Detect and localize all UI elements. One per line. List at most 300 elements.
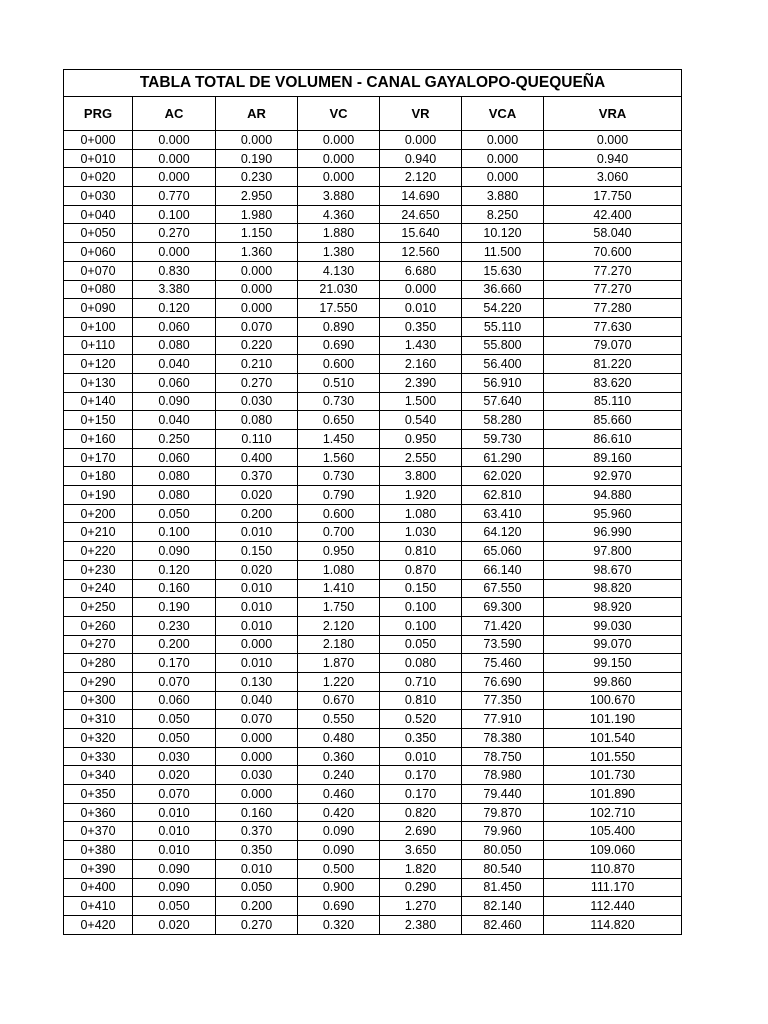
- cell-prg: 0+250: [64, 598, 133, 617]
- table-row: [64, 542, 682, 561]
- cell-ar: 0.070: [216, 317, 298, 336]
- cell-vc: 0.650: [298, 411, 380, 430]
- cell-ac: 0.040: [133, 355, 216, 374]
- cell-prg: 0+240: [64, 579, 133, 598]
- cell-ac: 0.120: [133, 560, 216, 579]
- header-row: [64, 97, 682, 131]
- cell-vc: 2.180: [298, 635, 380, 654]
- cell-vc: 1.450: [298, 430, 380, 449]
- table-row: [64, 616, 682, 635]
- column-header-vca: VCA: [462, 97, 544, 131]
- cell-ar: 1.360: [216, 243, 298, 262]
- cell-ar: 0.130: [216, 672, 298, 691]
- cell-ac: 0.160: [133, 579, 216, 598]
- cell-vc: 0.090: [298, 822, 380, 841]
- cell-ar: 0.010: [216, 523, 298, 542]
- table-row: [64, 654, 682, 673]
- cell-vra: 77.270: [544, 280, 682, 299]
- cell-vc: 1.560: [298, 448, 380, 467]
- table-row: [64, 504, 682, 523]
- cell-vca: 10.120: [462, 224, 544, 243]
- cell-vr: 1.080: [380, 504, 462, 523]
- cell-vra: 85.660: [544, 411, 682, 430]
- cell-ac: 0.000: [133, 168, 216, 187]
- cell-vca: 82.140: [462, 897, 544, 916]
- cell-ac: 0.250: [133, 430, 216, 449]
- cell-vca: 56.400: [462, 355, 544, 374]
- cell-vca: 59.730: [462, 430, 544, 449]
- cell-vc: 3.880: [298, 187, 380, 206]
- cell-vc: 17.550: [298, 299, 380, 318]
- cell-vra: 109.060: [544, 841, 682, 860]
- cell-vr: 3.800: [380, 467, 462, 486]
- cell-ac: 0.000: [133, 131, 216, 150]
- cell-vca: 78.750: [462, 747, 544, 766]
- cell-vr: 0.950: [380, 430, 462, 449]
- table-row: [64, 205, 682, 224]
- cell-ar: 0.350: [216, 841, 298, 860]
- cell-vr: 2.380: [380, 915, 462, 934]
- cell-vca: 77.910: [462, 710, 544, 729]
- cell-vc: 1.410: [298, 579, 380, 598]
- table-row: [64, 149, 682, 168]
- cell-prg: 0+360: [64, 803, 133, 822]
- column-header-vc: VC: [298, 97, 380, 131]
- cell-vc: 0.670: [298, 691, 380, 710]
- cell-vra: 98.820: [544, 579, 682, 598]
- cell-vra: 17.750: [544, 187, 682, 206]
- cell-vc: 0.730: [298, 467, 380, 486]
- table-row: [64, 317, 682, 336]
- cell-ar: 0.000: [216, 729, 298, 748]
- table-row: [64, 168, 682, 187]
- cell-prg: 0+350: [64, 785, 133, 804]
- cell-vr: 2.160: [380, 355, 462, 374]
- cell-prg: 0+150: [64, 411, 133, 430]
- cell-vra: 105.400: [544, 822, 682, 841]
- cell-vr: 0.000: [380, 280, 462, 299]
- cell-ac: 0.090: [133, 859, 216, 878]
- table-row: [64, 261, 682, 280]
- cell-ar: 0.270: [216, 373, 298, 392]
- cell-vca: 0.000: [462, 168, 544, 187]
- table-row: [64, 243, 682, 262]
- cell-vr: 0.870: [380, 560, 462, 579]
- cell-vra: 110.870: [544, 859, 682, 878]
- cell-prg: 0+080: [64, 280, 133, 299]
- cell-vca: 11.500: [462, 243, 544, 262]
- column-header-prg: PRG: [64, 97, 133, 131]
- cell-vc: 4.360: [298, 205, 380, 224]
- cell-vr: 0.170: [380, 785, 462, 804]
- cell-vca: 73.590: [462, 635, 544, 654]
- cell-prg: 0+040: [64, 205, 133, 224]
- cell-vc: 1.750: [298, 598, 380, 617]
- table-row: [64, 822, 682, 841]
- cell-vca: 15.630: [462, 261, 544, 280]
- cell-vca: 61.290: [462, 448, 544, 467]
- cell-ac: 0.010: [133, 841, 216, 860]
- column-header-vra: VRA: [544, 97, 682, 131]
- cell-vr: 24.650: [380, 205, 462, 224]
- cell-vc: 0.360: [298, 747, 380, 766]
- cell-vc: 2.120: [298, 616, 380, 635]
- cell-ar: 0.010: [216, 598, 298, 617]
- cell-ac: 0.000: [133, 243, 216, 262]
- volume-table: [63, 69, 682, 935]
- cell-vca: 8.250: [462, 205, 544, 224]
- cell-vc: 0.890: [298, 317, 380, 336]
- cell-vra: 96.990: [544, 523, 682, 542]
- table-row: [64, 598, 682, 617]
- cell-vra: 101.540: [544, 729, 682, 748]
- cell-ac: 0.010: [133, 822, 216, 841]
- title-row: [64, 70, 682, 97]
- cell-vca: 79.960: [462, 822, 544, 841]
- cell-ac: 0.060: [133, 691, 216, 710]
- table-row: [64, 579, 682, 598]
- cell-vr: 2.550: [380, 448, 462, 467]
- cell-ac: 0.070: [133, 672, 216, 691]
- cell-vr: 1.270: [380, 897, 462, 916]
- cell-vca: 54.220: [462, 299, 544, 318]
- cell-vr: 0.940: [380, 149, 462, 168]
- cell-ar: 0.210: [216, 355, 298, 374]
- table-row: [64, 747, 682, 766]
- cell-prg: 0+260: [64, 616, 133, 635]
- cell-vra: 77.630: [544, 317, 682, 336]
- cell-prg: 0+180: [64, 467, 133, 486]
- cell-vc: 1.870: [298, 654, 380, 673]
- cell-vra: 86.610: [544, 430, 682, 449]
- cell-ar: 0.000: [216, 747, 298, 766]
- cell-ac: 0.090: [133, 542, 216, 561]
- cell-vca: 77.350: [462, 691, 544, 710]
- table-body: [64, 131, 682, 935]
- cell-vca: 0.000: [462, 149, 544, 168]
- cell-vca: 75.460: [462, 654, 544, 673]
- table-row: [64, 392, 682, 411]
- cell-vra: 114.820: [544, 915, 682, 934]
- cell-vca: 67.550: [462, 579, 544, 598]
- cell-vra: 0.000: [544, 131, 682, 150]
- cell-ar: 0.150: [216, 542, 298, 561]
- cell-vc: 1.380: [298, 243, 380, 262]
- cell-vr: 0.100: [380, 616, 462, 635]
- cell-ar: 0.020: [216, 486, 298, 505]
- cell-vca: 3.880: [462, 187, 544, 206]
- cell-vr: 0.350: [380, 729, 462, 748]
- cell-vc: 0.600: [298, 355, 380, 374]
- cell-vra: 89.160: [544, 448, 682, 467]
- cell-vr: 0.010: [380, 747, 462, 766]
- table-row: [64, 299, 682, 318]
- cell-ac: 0.200: [133, 635, 216, 654]
- cell-prg: 0+370: [64, 822, 133, 841]
- cell-vca: 65.060: [462, 542, 544, 561]
- cell-ac: 0.830: [133, 261, 216, 280]
- cell-ar: 2.950: [216, 187, 298, 206]
- cell-prg: 0+330: [64, 747, 133, 766]
- table-row: [64, 224, 682, 243]
- cell-vra: 101.550: [544, 747, 682, 766]
- cell-vra: 81.220: [544, 355, 682, 374]
- cell-ar: 0.040: [216, 691, 298, 710]
- cell-vc: 0.090: [298, 841, 380, 860]
- table-row: [64, 710, 682, 729]
- cell-ac: 0.090: [133, 392, 216, 411]
- cell-vca: 62.020: [462, 467, 544, 486]
- cell-vr: 3.650: [380, 841, 462, 860]
- cell-vr: 1.430: [380, 336, 462, 355]
- cell-vca: 63.410: [462, 504, 544, 523]
- table-title: TABLA TOTAL DE VOLUMEN - CANAL GAYALOPO-QUEQUEÑA: [64, 70, 682, 97]
- cell-vca: 78.380: [462, 729, 544, 748]
- cell-vra: 99.070: [544, 635, 682, 654]
- cell-vc: 0.600: [298, 504, 380, 523]
- table-row: [64, 635, 682, 654]
- cell-ar: 0.370: [216, 467, 298, 486]
- cell-ac: 0.050: [133, 710, 216, 729]
- cell-prg: 0+020: [64, 168, 133, 187]
- cell-vra: 111.170: [544, 878, 682, 897]
- cell-ar: 0.020: [216, 560, 298, 579]
- cell-vra: 97.800: [544, 542, 682, 561]
- cell-ac: 0.070: [133, 785, 216, 804]
- cell-prg: 0+120: [64, 355, 133, 374]
- cell-vca: 56.910: [462, 373, 544, 392]
- cell-ar: 1.150: [216, 224, 298, 243]
- cell-vra: 79.070: [544, 336, 682, 355]
- cell-prg: 0+090: [64, 299, 133, 318]
- cell-vca: 81.450: [462, 878, 544, 897]
- cell-vr: 2.120: [380, 168, 462, 187]
- column-header-ac: AC: [133, 97, 216, 131]
- cell-vr: 0.710: [380, 672, 462, 691]
- cell-prg: 0+160: [64, 430, 133, 449]
- cell-vr: 0.010: [380, 299, 462, 318]
- cell-vca: 82.460: [462, 915, 544, 934]
- cell-vc: 0.510: [298, 373, 380, 392]
- cell-vr: 15.640: [380, 224, 462, 243]
- cell-ar: 0.000: [216, 131, 298, 150]
- cell-vca: 55.110: [462, 317, 544, 336]
- cell-vca: 69.300: [462, 598, 544, 617]
- cell-vra: 101.890: [544, 785, 682, 804]
- cell-vra: 100.670: [544, 691, 682, 710]
- cell-ar: 0.220: [216, 336, 298, 355]
- cell-vc: 0.700: [298, 523, 380, 542]
- cell-vc: 0.460: [298, 785, 380, 804]
- cell-vr: 0.520: [380, 710, 462, 729]
- table-row: [64, 448, 682, 467]
- cell-prg: 0+050: [64, 224, 133, 243]
- cell-vc: 0.950: [298, 542, 380, 561]
- table-row: [64, 766, 682, 785]
- cell-vc: 21.030: [298, 280, 380, 299]
- cell-vr: 0.050: [380, 635, 462, 654]
- cell-vr: 0.820: [380, 803, 462, 822]
- cell-ar: 0.000: [216, 261, 298, 280]
- cell-prg: 0+030: [64, 187, 133, 206]
- cell-vra: 0.940: [544, 149, 682, 168]
- cell-vr: 12.560: [380, 243, 462, 262]
- cell-prg: 0+130: [64, 373, 133, 392]
- cell-vr: 0.810: [380, 542, 462, 561]
- cell-ar: 0.230: [216, 168, 298, 187]
- cell-vca: 78.980: [462, 766, 544, 785]
- cell-vr: 1.500: [380, 392, 462, 411]
- cell-prg: 0+290: [64, 672, 133, 691]
- table-row: [64, 430, 682, 449]
- cell-vra: 77.280: [544, 299, 682, 318]
- cell-ar: 0.370: [216, 822, 298, 841]
- cell-ac: 0.170: [133, 654, 216, 673]
- cell-ac: 0.010: [133, 803, 216, 822]
- table-row: [64, 373, 682, 392]
- cell-ac: 0.050: [133, 897, 216, 916]
- cell-vc: 0.690: [298, 336, 380, 355]
- cell-vra: 85.110: [544, 392, 682, 411]
- table-row: [64, 560, 682, 579]
- cell-vra: 70.600: [544, 243, 682, 262]
- cell-ar: 0.270: [216, 915, 298, 934]
- cell-prg: 0+320: [64, 729, 133, 748]
- table-row: [64, 187, 682, 206]
- cell-vc: 0.000: [298, 131, 380, 150]
- cell-prg: 0+110: [64, 336, 133, 355]
- cell-prg: 0+010: [64, 149, 133, 168]
- cell-ar: 0.000: [216, 785, 298, 804]
- cell-prg: 0+200: [64, 504, 133, 523]
- cell-vra: 42.400: [544, 205, 682, 224]
- cell-vra: 98.670: [544, 560, 682, 579]
- cell-vr: 0.000: [380, 131, 462, 150]
- cell-vr: 14.690: [380, 187, 462, 206]
- cell-prg: 0+300: [64, 691, 133, 710]
- cell-vra: 92.970: [544, 467, 682, 486]
- cell-vr: 1.920: [380, 486, 462, 505]
- cell-vc: 1.880: [298, 224, 380, 243]
- cell-prg: 0+340: [64, 766, 133, 785]
- cell-ac: 0.080: [133, 486, 216, 505]
- cell-ar: 0.010: [216, 579, 298, 598]
- cell-prg: 0+000: [64, 131, 133, 150]
- cell-vc: 0.900: [298, 878, 380, 897]
- cell-ar: 0.190: [216, 149, 298, 168]
- cell-prg: 0+190: [64, 486, 133, 505]
- cell-ac: 0.050: [133, 729, 216, 748]
- cell-vca: 0.000: [462, 131, 544, 150]
- cell-vca: 58.280: [462, 411, 544, 430]
- cell-ar: 0.030: [216, 766, 298, 785]
- table-row: [64, 131, 682, 150]
- cell-ac: 0.040: [133, 411, 216, 430]
- cell-ac: 0.050: [133, 504, 216, 523]
- cell-vr: 0.100: [380, 598, 462, 617]
- cell-prg: 0+100: [64, 317, 133, 336]
- cell-vra: 98.920: [544, 598, 682, 617]
- cell-ac: 0.100: [133, 523, 216, 542]
- cell-ar: 0.080: [216, 411, 298, 430]
- cell-ac: 0.090: [133, 878, 216, 897]
- cell-ac: 3.380: [133, 280, 216, 299]
- cell-vra: 99.860: [544, 672, 682, 691]
- cell-vra: 102.710: [544, 803, 682, 822]
- cell-ar: 1.980: [216, 205, 298, 224]
- cell-vr: 0.290: [380, 878, 462, 897]
- cell-ac: 0.190: [133, 598, 216, 617]
- cell-vra: 77.270: [544, 261, 682, 280]
- cell-vca: 55.800: [462, 336, 544, 355]
- table-row: [64, 467, 682, 486]
- table-row: [64, 915, 682, 934]
- table-row: [64, 803, 682, 822]
- cell-prg: 0+060: [64, 243, 133, 262]
- cell-vca: 62.810: [462, 486, 544, 505]
- cell-vca: 66.140: [462, 560, 544, 579]
- cell-vc: 0.500: [298, 859, 380, 878]
- cell-vc: 1.220: [298, 672, 380, 691]
- cell-ac: 0.270: [133, 224, 216, 243]
- cell-vca: 36.660: [462, 280, 544, 299]
- cell-ar: 0.160: [216, 803, 298, 822]
- cell-vr: 0.350: [380, 317, 462, 336]
- cell-vr: 0.170: [380, 766, 462, 785]
- cell-ac: 0.030: [133, 747, 216, 766]
- table-row: [64, 672, 682, 691]
- table-row: [64, 411, 682, 430]
- cell-prg: 0+210: [64, 523, 133, 542]
- cell-prg: 0+270: [64, 635, 133, 654]
- cell-ac: 0.020: [133, 915, 216, 934]
- cell-vca: 71.420: [462, 616, 544, 635]
- cell-vc: 4.130: [298, 261, 380, 280]
- cell-vca: 64.120: [462, 523, 544, 542]
- cell-vra: 99.030: [544, 616, 682, 635]
- table-row: [64, 355, 682, 374]
- cell-vca: 76.690: [462, 672, 544, 691]
- cell-prg: 0+170: [64, 448, 133, 467]
- cell-vc: 0.790: [298, 486, 380, 505]
- cell-vr: 0.810: [380, 691, 462, 710]
- cell-ar: 0.000: [216, 280, 298, 299]
- cell-vr: 2.390: [380, 373, 462, 392]
- column-header-ar: AR: [216, 97, 298, 131]
- cell-vc: 1.080: [298, 560, 380, 579]
- cell-vr: 0.150: [380, 579, 462, 598]
- table-row: [64, 859, 682, 878]
- table-row: [64, 897, 682, 916]
- table-row: [64, 336, 682, 355]
- cell-vra: 101.730: [544, 766, 682, 785]
- cell-vc: 0.320: [298, 915, 380, 934]
- cell-vc: 0.730: [298, 392, 380, 411]
- cell-ac: 0.060: [133, 317, 216, 336]
- cell-vr: 1.030: [380, 523, 462, 542]
- cell-vca: 80.050: [462, 841, 544, 860]
- cell-prg: 0+230: [64, 560, 133, 579]
- cell-ar: 0.050: [216, 878, 298, 897]
- cell-vra: 101.190: [544, 710, 682, 729]
- cell-ac: 0.060: [133, 373, 216, 392]
- cell-vca: 79.870: [462, 803, 544, 822]
- cell-ar: 0.070: [216, 710, 298, 729]
- cell-prg: 0+410: [64, 897, 133, 916]
- cell-prg: 0+070: [64, 261, 133, 280]
- cell-ac: 0.060: [133, 448, 216, 467]
- cell-vra: 99.150: [544, 654, 682, 673]
